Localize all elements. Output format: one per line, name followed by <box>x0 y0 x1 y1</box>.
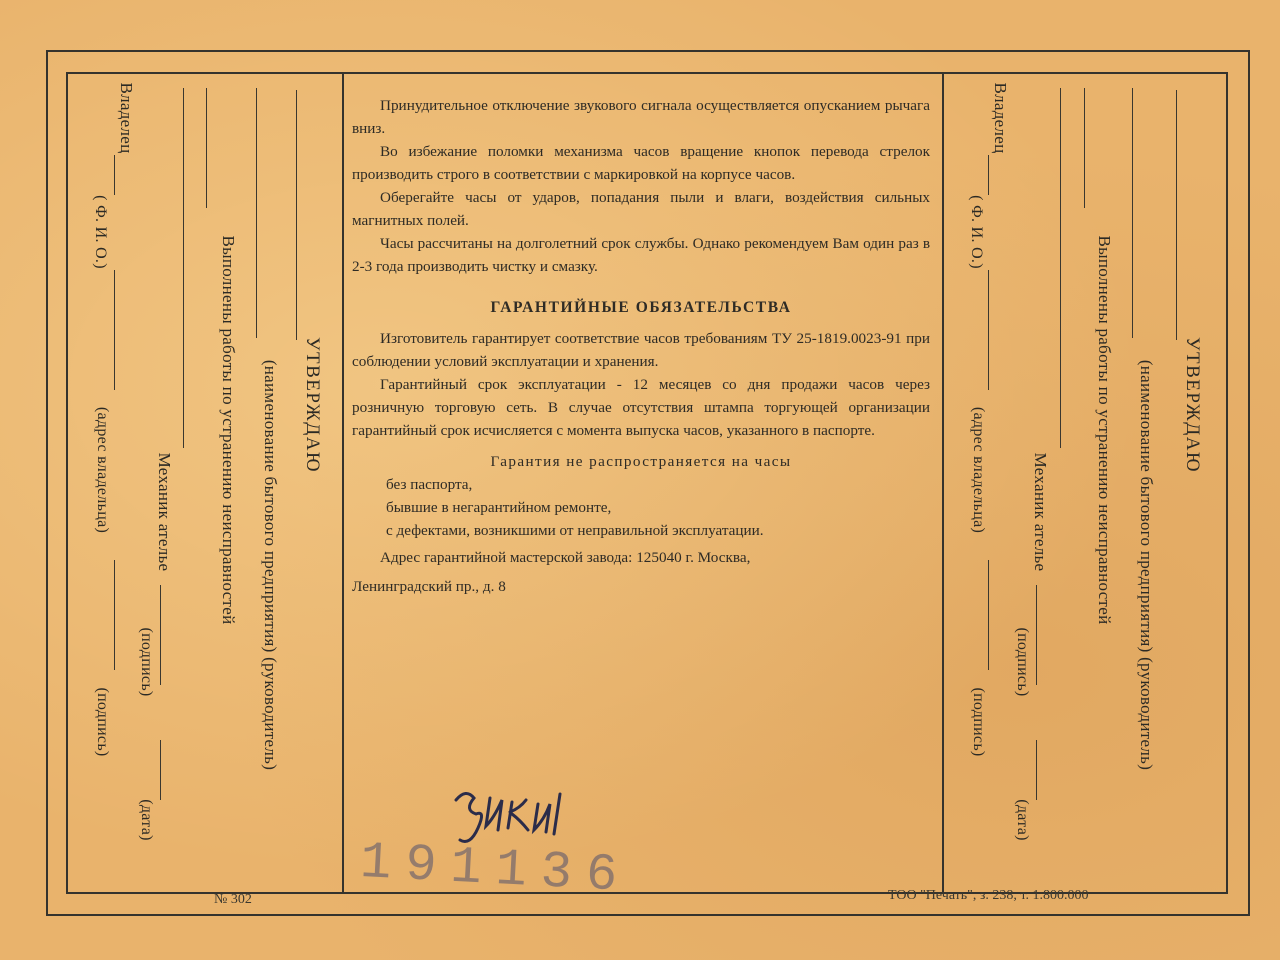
right-owner-line <box>988 155 989 195</box>
right-owner-sign-line <box>988 560 989 670</box>
right-signature-label: (подпись) <box>1014 627 1031 697</box>
paragraph-warranty-term: Гарантийный срок эксплуатации - 12 месяцев со дня продажи часов через розничную торговую сеть. В случае отсутствия штампа торгующей организации гарантийный срок исчисляется с момента выпуска часов, указанного в паспорте. <box>352 376 930 439</box>
right-fio: ( Ф. И. О.) <box>968 195 985 269</box>
right-approve-line <box>1176 90 1177 340</box>
left-date-line <box>160 740 161 800</box>
left-approve-line <box>296 90 297 340</box>
workshop-address-2: Ленинградский пр., д. 8 <box>352 578 506 595</box>
exclusion-item: с дефектами, возникшими от неправильной эксплуатации. <box>386 522 764 539</box>
paragraph-buttons: Во избежание поломки механизма часов вращение кнопок перевода стрелок производить строго в соответствии с маркировкой на корпусе часов. <box>352 143 930 183</box>
left-works-done: Выполнены работы по устранению неисправностей <box>219 235 238 625</box>
form-number: № 302 <box>214 892 252 907</box>
exclusion-item: без паспорта, <box>386 476 473 493</box>
left-date-label: (дата) <box>138 799 155 841</box>
right-mechanic: Механик ателье <box>1031 452 1050 572</box>
left-approve: УТВЕРЖДАЮ <box>302 337 323 473</box>
workshop-address: Адрес гарантийной мастерской завода: 125040 г. Москва, <box>380 549 751 566</box>
left-fio: ( Ф. И. О.) <box>92 195 109 269</box>
left-owner-address: (адрес владельца) <box>94 406 111 534</box>
right-owner-signature: (подпись) <box>970 687 987 757</box>
left-owner-line <box>114 155 115 195</box>
right-mechanic-line-top <box>1060 88 1061 448</box>
paragraph-service: Часы рассчитаны на долголетний срок службы. Однако рекомендуем Вам один раз в 2-3 года производить чистку и смазку. <box>352 235 930 275</box>
right-address-line <box>988 270 989 390</box>
left-mechanic-sign-line <box>160 585 161 685</box>
left-owner-sign-line <box>114 560 115 670</box>
right-enterprise-line <box>1132 88 1133 338</box>
left-mechanic: Механик ателье <box>155 452 174 572</box>
left-signature-label: (подпись) <box>138 627 155 697</box>
instructions-block <box>352 94 930 598</box>
left-enterprise-line <box>256 88 257 338</box>
exclusion-item: бывшие в негарантийном ремонте, <box>386 499 612 516</box>
right-owner-address: (адрес владельца) <box>970 406 987 534</box>
printer-info: ТОО "Печать", з. 238, т. 1.800.000 <box>888 888 1089 903</box>
right-works-line <box>1084 88 1085 208</box>
paragraph-protection: Оберегайте часы от ударов, попадания пыли и влаги, воздействия сильных магнитных полей. <box>352 189 930 229</box>
right-works-done: Выполнены работы по устранению неисправностей <box>1095 235 1114 625</box>
right-owner: Владелец <box>991 82 1010 154</box>
left-enterprise-label: (наименование бытового предприятия) (руководитель) <box>261 359 280 771</box>
warranty-heading: ГАРАНТИЙНЫЕ ОБЯЗАТЕЛЬСТВА <box>490 299 792 316</box>
left-works-line <box>206 88 207 208</box>
paragraph-exclusions: Гарантия не распространяется на часы <box>490 453 792 470</box>
paragraph-signal: Принудительное отключение звукового сигнала осуществляется опусканием рычага вниз. <box>352 97 930 137</box>
right-date-label: (дата) <box>1014 799 1031 841</box>
left-owner: Владелец <box>117 82 136 154</box>
left-mechanic-line-top <box>183 88 184 448</box>
paragraph-conformity: Изготовитель гарантирует соответствие часов требованиям ТУ 25-1819.0023-91 при соблюдении условий эксплуатации и хранения. <box>352 330 930 370</box>
left-owner-signature: (подпись) <box>94 687 111 757</box>
left-address-line <box>114 270 115 390</box>
right-date-line <box>1036 740 1037 800</box>
stamp-number: 191136 <box>358 832 633 907</box>
right-divider <box>942 72 944 894</box>
right-mechanic-sign-line <box>1036 585 1037 685</box>
left-divider <box>342 72 344 894</box>
right-approve: УТВЕРЖДАЮ <box>1182 337 1203 473</box>
right-enterprise-label: (наименование бытового предприятия) (руководитель) <box>1137 359 1156 771</box>
